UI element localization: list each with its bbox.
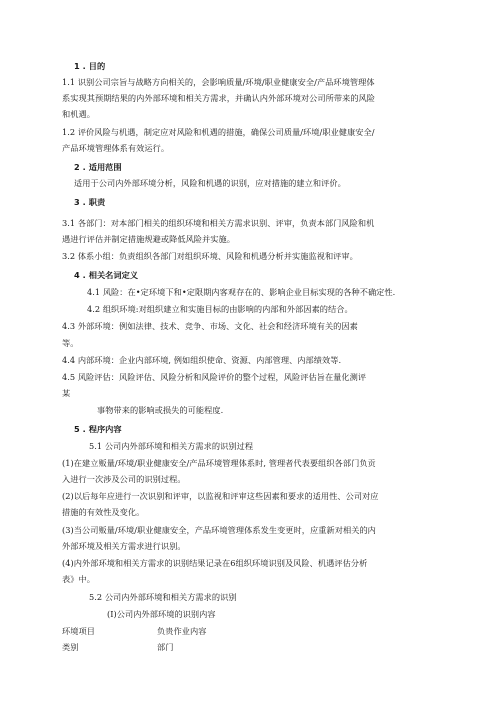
para-4-3-cont: 等。 <box>62 338 79 348</box>
section-4-title: 4 . 相关名词定义 <box>74 270 139 280</box>
section-3-title: 3 . 职责 <box>74 197 106 207</box>
section-5-title: 5 . 程序内容 <box>74 424 122 434</box>
para-5-1-item-3-cont: 外部环境及相关方需求进行识别。 <box>62 541 186 551</box>
para-5-1-item-1-cont: 入进行一次涉及公司的识别过程。 <box>62 474 186 484</box>
para-1-2-cont: 产品环境管理体系有效运行。 <box>62 143 170 153</box>
para-5-1-item-1: (1)在建立贩量/环境/职业健康安全/产品环境管理体系时, 管理者代表要组织各部门负贡 <box>62 458 376 468</box>
para-4-1: 4.1 风险：在•定环境下和•定限期内客观存在的、影响企业目标实现的各种不确定性. <box>87 287 396 297</box>
para-2: 适用于公司内外部环境分析，风险和机遇的识别，应对措施的建立和评价。 <box>74 178 346 188</box>
para-4-4: 4.4 内部环境：企业内部环境, 例如组织使命、资源、内部管理、内部绩效等. <box>62 355 342 365</box>
para-5-1-item-4-cont: 表》中。 <box>62 574 95 584</box>
table-header-col2-line2: 部门 <box>157 642 174 652</box>
para-1-2: 1.2 评价风险与机遇，制定应对风险和机遇的措施，确保公司质量/环境/职业健康安全/ <box>62 127 375 137</box>
table-header-col1-line1: 环境项目 <box>62 626 95 636</box>
para-4-2: 4.2 组织环境:对组织建立和实施目标的由影响的内部和外部因素的结合。 <box>87 304 353 314</box>
table-header-col2-line1: 负贵作业内容 <box>157 626 207 636</box>
section-1-title: 1 . 目的 <box>74 61 106 71</box>
para-3-1-cont: 遇进行评估并制定措施规避或降低风险并实施。 <box>62 234 235 244</box>
para-1-1-cont: 系实现其预期结果的内外部环境和相关方需求，并确认内外部环境对公司所带来的风险 <box>62 93 376 103</box>
para-4-5: 4.5 风险评估：风险评估、风险分析和风险评价的整个过程，风险评估旨在量化测评 <box>62 372 367 382</box>
para-3-2: 3.2 体系小组：负责组织各部门对组织环境、风险和机遇分析并实施监视和评审。 <box>62 251 358 261</box>
para-1-1-cont2: 和机遇。 <box>62 109 95 119</box>
para-5-1: 5.1 公司内外部环境和相关方需求的识别过程 <box>89 441 254 451</box>
para-1-1: 1.1 识别公司宗旨与战略方向相关的，会影响质量/环境/职业健康安全/产品环境管理体 <box>62 77 375 87</box>
para-5-1-item-3: (3)当公司贩量/环境/职业健康安全，产品环境管理体系发生变更时，应重新对相关的内 <box>62 525 376 535</box>
para-5-1-item-2-cont: 措施的有效性及变化。 <box>62 507 145 517</box>
section-2-title: 2 . 适用范围 <box>74 162 122 172</box>
para-5-2-sub-1: (I)公司内外部环境的识别内容 <box>107 609 216 619</box>
para-5-1-item-2: (2)以后每年应进行一次识别和评审，以监视和评审这些因素和要求的适用性、公司对应 <box>62 491 379 501</box>
para-4-3: 4.3 外部环境：例如法律、技术、竞争、市场、文化、社会和经济环境有关的因素 <box>62 321 358 331</box>
para-5-2: 5.2 公司内外部环境和相关方需求的识别 <box>89 592 237 602</box>
para-3-1: 3.1 各部门：对本部门相关的组织环境和相关方需求识别、评审，负责本部门风险和机 <box>62 218 375 228</box>
para-4-5-cont2: 事物带来的影响或损失的可能程度. <box>97 405 224 415</box>
para-4-5-cont: 某 <box>62 388 71 398</box>
table-header-col1-line2: 类别 <box>62 642 79 652</box>
para-5-1-item-4: (4)内外部环境和相关方需求的识别结果记录在6组织环境识别及风险、机遇评估分析 <box>62 558 368 568</box>
